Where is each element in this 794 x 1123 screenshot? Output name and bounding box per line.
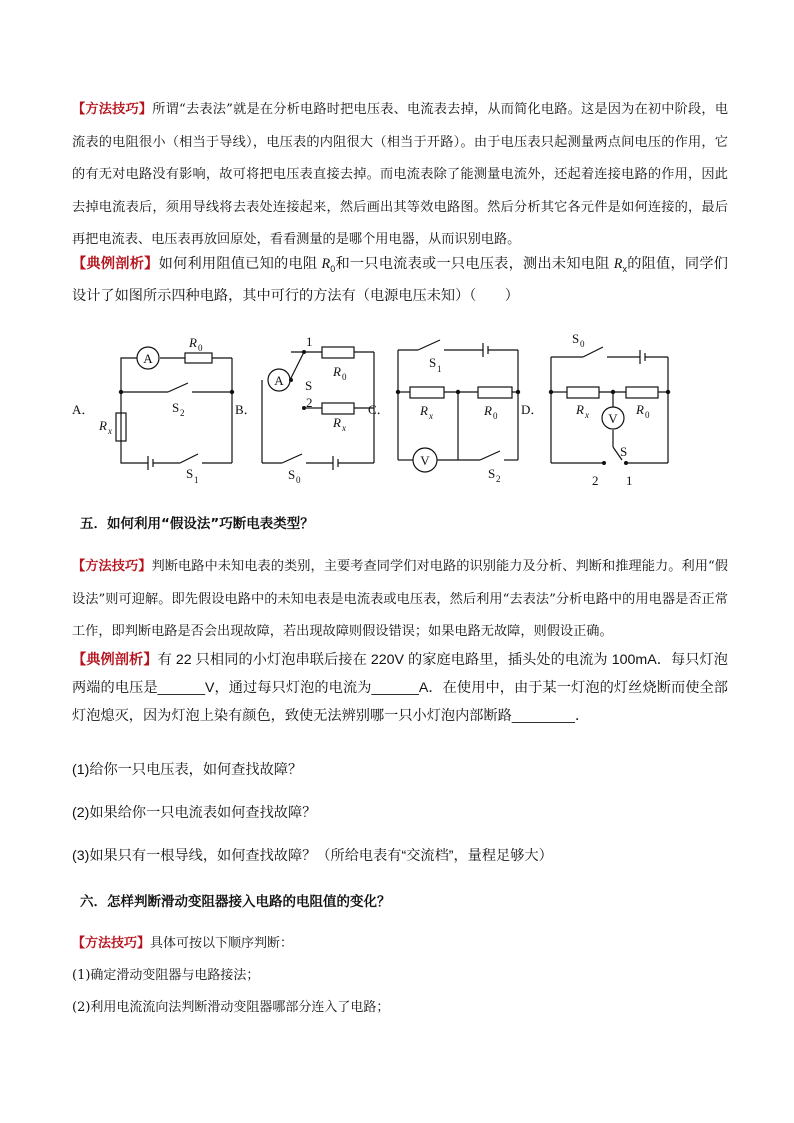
ammeter-b-symbol: A <box>274 373 284 388</box>
option-a-label: A． <box>72 402 95 417</box>
label-c-r0: R <box>484 403 492 418</box>
label-c-rx-sub: x <box>429 411 433 421</box>
circuit-diagrams <box>0 320 794 495</box>
label-a-s2: S <box>172 400 180 415</box>
example-tag: 【典例剖析】 <box>72 256 159 272</box>
label-d-2: 2 <box>592 473 599 488</box>
label-d-r0-sub: 0 <box>645 410 650 420</box>
voltmeter-d-symbol: V <box>608 411 618 426</box>
circuit-d <box>551 347 668 463</box>
option-c-label: C． <box>368 402 390 417</box>
label-c-r0-sub: 0 <box>493 411 498 421</box>
method-tag: 【方法技巧】 <box>72 102 153 117</box>
label-b-rx-sub: x <box>342 423 346 433</box>
label-d-s: S <box>620 444 628 459</box>
example-text-5: 有 22 只相同的小灯泡串联后接在 220V 的家庭电路里，插头处的电流为 100mA．每只灯泡两端的电压是______V，通过每只灯泡的电流为______A．在使用中，由于某一灯泡的灯丝烧断而使全部灯泡熄灭，因为灯泡上染有颜色，致使无法辨别哪一只小灯泡内部断路________． <box>72 652 728 724</box>
step-2: (2)利用电流流向法判断滑动变阻器哪部分连入了电路； <box>72 1000 390 1015</box>
question-2: (2)如果给你一只电流表如何查找故障？ <box>72 805 317 821</box>
example-paragraph-5 <box>72 646 728 730</box>
example-tag-5: 【典例剖析】 <box>72 652 158 668</box>
label-a-s2-sub: 2 <box>180 408 185 418</box>
label-b-s0: S <box>288 467 296 482</box>
label-c-s1: S <box>429 355 437 370</box>
circuit-c <box>398 340 518 472</box>
label-a-r: R <box>189 335 197 350</box>
method-tag-6: 【方法技巧】 <box>72 936 151 951</box>
label-d-r0: R <box>636 402 644 417</box>
label-b-r0-sub: 0 <box>342 372 347 382</box>
label-d-s0-sub: 0 <box>580 339 585 349</box>
label-a-s1: S <box>186 466 194 481</box>
method-text: 所谓“去表法”就是在分析电路时把电压表、电流表去掉，从而简化电路。这是因为在初中阶段，电流表的电阻很小（相当于导线），电压表的内阻很大（相当于开路）。由于电压表只起测量两点间电压的作用，它的有无对电路没有影响，故可将把电压表直接去掉。而电流表除了能测量电流外，还起着连接电路的作用，因此去掉电流表后，须用导线将去表处连接起来，然后画出其等效电路图。然后分析其它各元件是如何连接的，最后再把电流表、电压表再放回原处，看看测量的是哪个用电器，从而识别电路。 <box>72 102 729 248</box>
method-text-6: 具体可按以下顺序判断： <box>150 936 294 951</box>
label-b-2: 2 <box>306 395 313 410</box>
method-paragraph-4 <box>72 94 728 257</box>
section-six-heading: 六．怎样判断滑动变阻器接入电路的电阻值的变化？ <box>80 894 391 910</box>
method-text-5: 判断电路中未知电表的类别，主要考查同学们对电路的识别能力及分析、判断和推理能力。利用“假设法”则可迎解。即先假设电路中的未知电表是电流表或电压表，然后利用“去表法”分析电路中的用电器是否正常工作，即判断电路是否会出现故障，若出现故障则假设错误；如果电路无故障，则假设正确。 <box>72 559 728 640</box>
label-c-s1-sub: 1 <box>437 364 442 374</box>
voltmeter-c-symbol: V <box>420 453 430 468</box>
section-five-heading: 五．如何利用“假设法”巧断电表类型？ <box>80 516 314 532</box>
r0-subscript: 0 <box>330 263 336 274</box>
label-c-rx: R <box>420 403 428 418</box>
rx-subscript: x <box>622 263 627 274</box>
label-b-s0-sub: 0 <box>296 475 301 485</box>
example-text-3: 的阻值，同学们设计了如图所示四种电路，其中可行的方法有（电源电压未知）（ ） <box>72 256 728 304</box>
method-paragraph-6 <box>72 934 293 954</box>
method-tag-5: 【方法技巧】 <box>72 559 152 574</box>
label-b-1: 1 <box>306 334 313 349</box>
label-d-s0: S <box>572 331 580 346</box>
option-b-label: B． <box>235 402 257 417</box>
label-a-s1-sub: 1 <box>194 475 199 485</box>
question-1: (1)给你一只电压表，如何查找故障？ <box>72 762 303 778</box>
label-c-s2: S <box>488 466 496 481</box>
label-a-r-sub: 0 <box>198 343 203 353</box>
label-a-rx-sub: x <box>108 426 112 436</box>
label-d-rx-sub: x <box>585 410 589 420</box>
example-text-1: 如何利用阻值已知的电阻 <box>158 256 322 272</box>
ammeter-a-symbol: A <box>143 351 153 366</box>
question-3: (3)如果只有一根导线，如何查找故障？（所给电表有“交流档”，量程足够大） <box>72 848 553 864</box>
label-a-rx: R <box>99 418 107 433</box>
label-d-1: 1 <box>626 473 633 488</box>
label-d-rx: R <box>576 402 584 417</box>
label-c-s2-sub: 2 <box>496 474 501 484</box>
rx-symbol: R <box>613 256 623 272</box>
label-b-rx: R <box>333 415 341 430</box>
method-paragraph-5 <box>72 551 728 649</box>
circuit-b <box>262 347 374 470</box>
example-text-2: 和一只电流表或一只电压表，测出未知电阻 <box>335 256 614 272</box>
option-d-label: D． <box>521 402 544 417</box>
step-1: (1)确定滑动变阻器与电路接法； <box>72 968 260 983</box>
example-paragraph-4 <box>72 251 728 310</box>
r0-symbol: R <box>321 256 331 272</box>
label-b-r0: R <box>333 364 341 379</box>
label-b-s: S <box>305 378 313 393</box>
